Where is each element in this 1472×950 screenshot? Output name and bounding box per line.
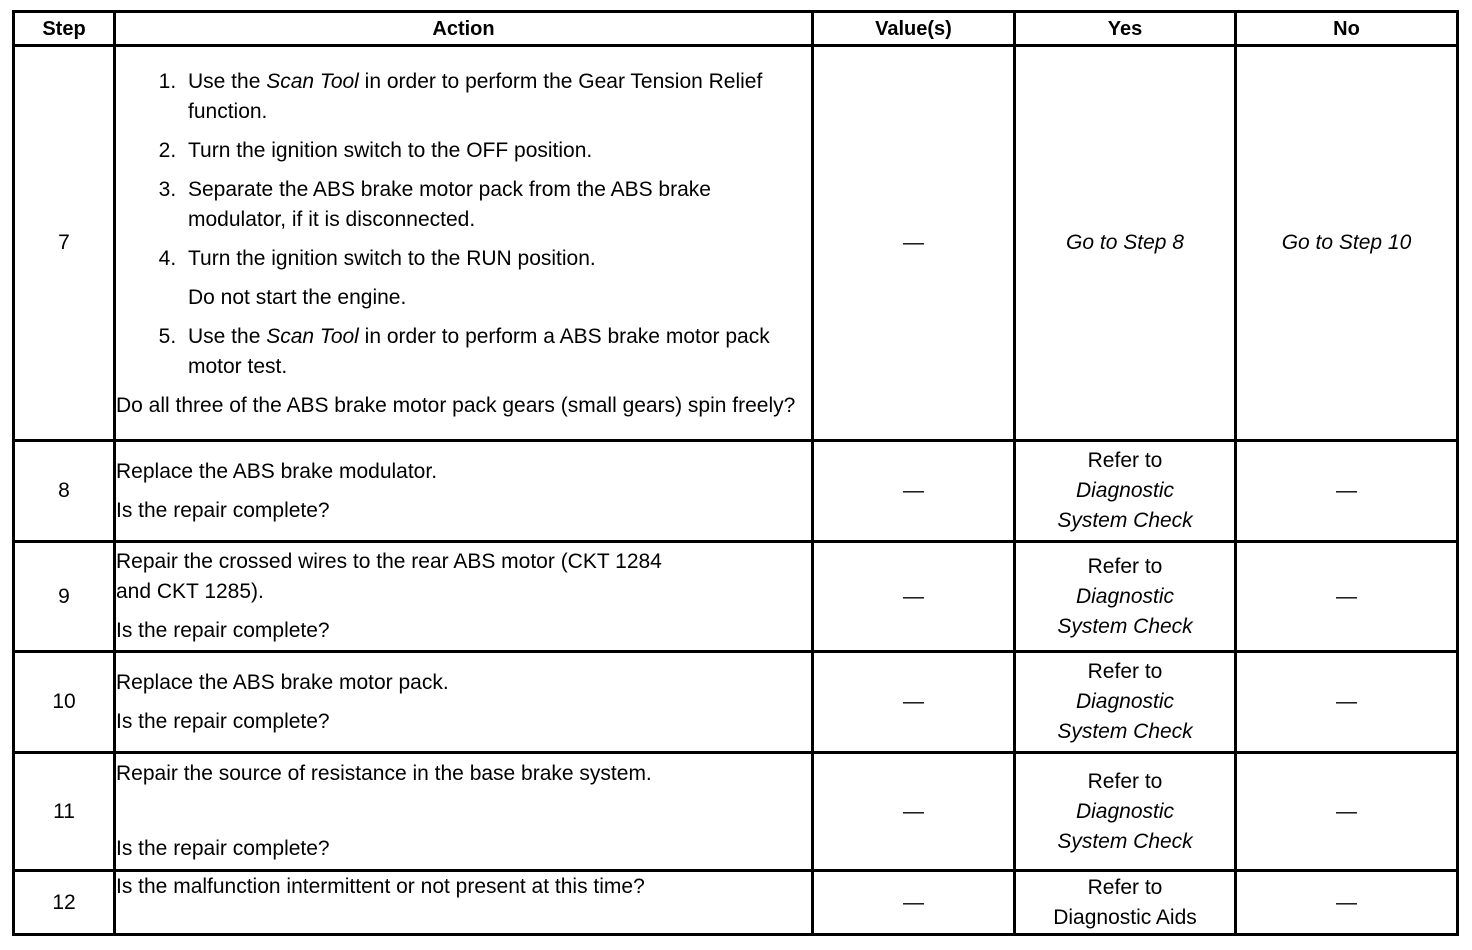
header-values: Value(s) <box>813 12 1015 46</box>
header-no: No <box>1236 12 1458 46</box>
action-step-5: 5. Use the Scan Tool in order to perform a ABS brake motor pack motor test. <box>182 322 811 382</box>
action-step-4-note: Do not start the engine. <box>188 286 407 309</box>
action-question: Is the malfunction intermittent or not present at this time? <box>116 875 645 898</box>
action-question: Do all three of the ABS brake motor pack gears (small gears) spin freely? <box>116 394 796 417</box>
action-cell <box>115 652 813 753</box>
table-row-step-12 <box>14 871 1458 935</box>
action-text: Repair the crossed wires to the rear ABS motor (CKT 1284 and CKT 1285). <box>116 550 662 603</box>
header-yes: Yes <box>1015 12 1236 46</box>
value-cell: — <box>813 441 1015 542</box>
no-cell: — <box>1236 652 1458 753</box>
action-steps-list <box>116 67 811 382</box>
no-cell: — <box>1236 871 1458 935</box>
table-row-step-8 <box>14 441 1458 542</box>
action-step-3: 3. Separate the ABS brake motor pack from the ABS brake modulator, if it is disconnected. <box>182 175 811 235</box>
header-step: Step <box>14 12 115 46</box>
header-row <box>14 12 1458 46</box>
step-number: 8 <box>14 441 115 542</box>
action-step-2: 2. Turn the ignition switch to the OFF position. <box>182 136 811 166</box>
yes-cell: Go to Step 8 <box>1015 46 1236 441</box>
action-question: Is the repair complete? <box>116 498 330 522</box>
step-number: 11 <box>14 753 115 871</box>
action-cell <box>115 871 813 935</box>
value-cell: — <box>813 753 1015 871</box>
action-cell <box>115 542 813 652</box>
action-question: Is the repair complete? <box>116 619 330 642</box>
no-cell: — <box>1236 441 1458 542</box>
action-step-1: 1. Use the Scan Tool in order to perform the Gear Tension Relief function. <box>182 67 811 127</box>
step-number: 12 <box>14 871 115 935</box>
no-cell: — <box>1236 753 1458 871</box>
yes-cell: Refer to Diagnostic System Check <box>1015 441 1236 542</box>
value-cell: — <box>813 46 1015 441</box>
action-cell <box>115 753 813 871</box>
action-question: Is the repair complete? <box>116 709 330 733</box>
action-question: Is the repair complete? <box>116 837 330 860</box>
action-text: Replace the ABS brake motor pack. <box>116 670 449 694</box>
table-row-step-11 <box>14 753 1458 871</box>
step-number: 10 <box>14 652 115 753</box>
step-number: 9 <box>14 542 115 652</box>
value-cell: — <box>813 652 1015 753</box>
no-cell: Go to Step 10 <box>1236 46 1458 441</box>
yes-cell: Refer to Diagnostic System Check <box>1015 652 1236 753</box>
value-cell: — <box>813 542 1015 652</box>
value-cell: — <box>813 871 1015 935</box>
action-cell <box>115 441 813 542</box>
table-row-step-10 <box>14 652 1458 753</box>
table-row-step-9 <box>14 542 1458 652</box>
yes-cell: Refer to Diagnostic System Check <box>1015 542 1236 652</box>
step-number: 7 <box>14 46 115 441</box>
no-cell: — <box>1236 542 1458 652</box>
table-row-step-7 <box>14 46 1458 441</box>
action-step-4: 4. Turn the ignition switch to the RUN position. Do not start the engine. <box>182 244 811 313</box>
header-action: Action <box>115 12 813 46</box>
action-text: Repair the source of resistance in the base brake system. <box>116 762 652 785</box>
diagnostic-table <box>12 10 1459 936</box>
action-text: Replace the ABS brake modulator. <box>116 459 438 483</box>
yes-cell: Refer to Diagnostic Aids <box>1015 871 1236 935</box>
action-cell <box>115 46 813 441</box>
yes-cell: Refer to Diagnostic System Check <box>1015 753 1236 871</box>
